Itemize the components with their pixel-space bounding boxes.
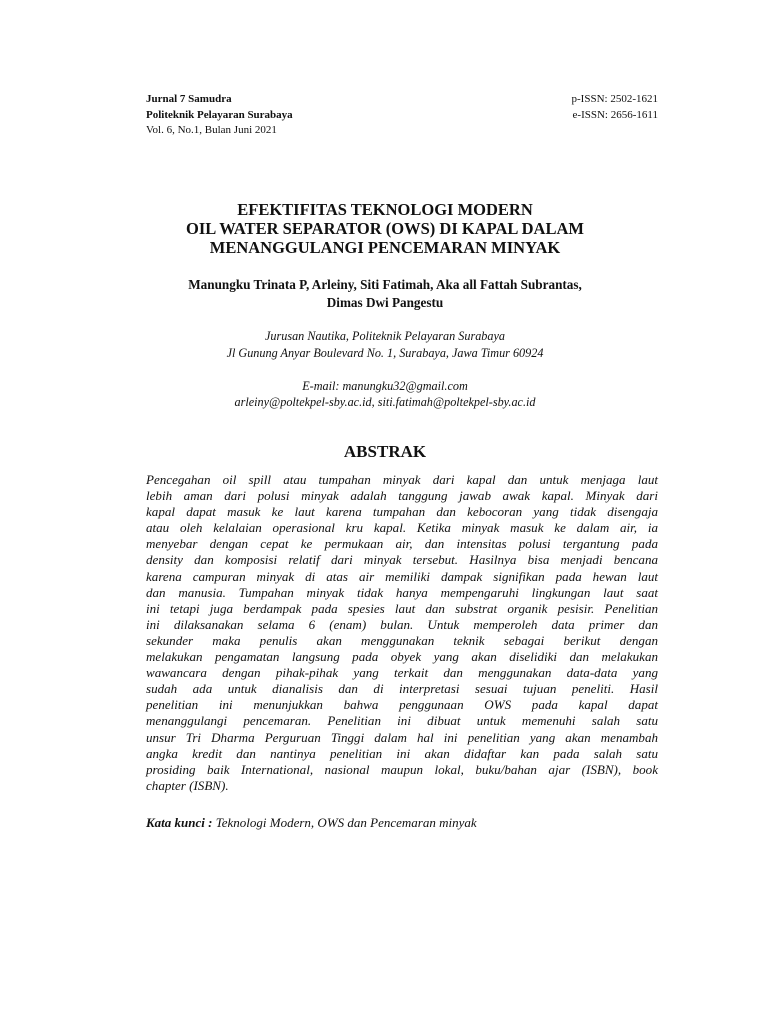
authors-line-2: Dimas Dwi Pangestu [326,295,444,310]
abstract-line: Pencegahan oil spill atau tumpahan minyak dari kapal dan untuk menjaga laut [146,472,658,487]
author-list [140,276,630,312]
abstract-body [146,472,658,794]
email-line-1: E-mail: manungku32@gmail.com [302,379,468,393]
abstract-line: sekunder maka penulis akan menggunakan teknik sebagai berikut dengan [146,632,658,648]
abstract-line: density dan komposisi relatif dari minyak tersebut. Hasilnya bisa menjadi bencana [146,552,658,568]
keywords-label: Kata kunci : [146,815,213,830]
abstract-line: kapal dapat masuk ke laut karena tumpahan dan kebocoran yang tidak disengaja [146,504,658,520]
journal-volume: Vol. 6, No.1, Bulan Juni 2021 [146,124,277,136]
affiliation [150,328,620,362]
p-issn: p-ISSN: 2502-1621 [571,93,658,105]
keywords [146,815,658,831]
abstract-line: dan manusia. Tumpahan minyak tidak hanya mempengaruhi lingkungan laut saat [146,584,658,600]
journal-institution: Politeknik Pelayaran Surabaya [146,108,293,121]
abstract-line: penelitian ini menunjukkan bahwa penggunaan OWS pada kapal dapat [146,697,658,713]
paper-title [120,200,650,257]
journal-info [146,92,293,139]
issn-info [572,92,658,123]
title-line-1: EFEKTIFITAS TEKNOLOGI MODERN [237,200,533,219]
affiliation-line-2: Jl Gunung Anyar Boulevard No. 1, Surabaya, Jawa Timur 60924 [226,346,544,360]
email-line-2: arleiny@poltekpel-sby.ac.id, siti.fatimah@poltekpel-sby.ac.id [234,395,536,409]
abstract-line: ini dilaksanakan selama 6 (enam) bulan. Untuk memperoleh data primer dan [146,616,658,632]
abstract-line: melakukan pengamatan langsung pada obyek yang akan diselidiki dan melakukan [146,649,658,665]
affiliation-line-1: Jurusan Nautika, Politeknik Pelayaran Surabaya [265,329,505,343]
abstract-line: ini tetapi juga berdampak pada spesies laut dan substrat organik pesisir. Penelitian [146,600,658,616]
authors-line-1: Manungku Trinata P, Arleiny, Siti Fatimah, Aka all Fattah Subrantas, [188,277,582,292]
keywords-text: Teknologi Modern, OWS dan Pencemaran minyak [212,815,477,830]
title-line-2: OIL WATER SEPARATOR (OWS) DI KAPAL DALAM [186,219,584,238]
abstract-line: sudah ada untuk dianalisis dan di interpretasi sesuai tujuan peneliti. Hasil [146,681,658,697]
journal-header [146,92,658,140]
abstract-line: menanggulangi pencemaran. Penelitian ini dibuat untuk memenuhi salah satu [146,713,658,729]
e-issn: e-ISSN: 2656-1611 [572,108,658,121]
contact-emails [150,378,620,410]
abstract-line: prosiding baik International, nasional maupun lokal, buku/bahan ajar (ISBN), book [146,761,658,777]
abstract-line: menyebar dengan cepat ke permukaan air, dan intensitas polusi tergantung pada [146,536,658,552]
abstract-line: atau oleh kelalaian operasional kru kapal. Ketika minyak masuk ke dalam air, ia [146,520,658,536]
abstract-line: lebih aman dari polusi minyak adalah tanggung jawab awak kapal. Minyak dari [146,488,658,504]
journal-name: Jurnal 7 Samudra [146,93,232,105]
title-line-3: MENANGGULANGI PENCEMARAN MINYAK [209,238,561,257]
abstract-line: unsur Tri Dharma Perguruan Tinggi dalam hal ini penelitian yang akan menambah [146,729,658,745]
abstract-line: chapter (ISBN). [146,777,229,793]
abstract-line: wawancara dengan pihak-pihak yang terkait dan menggunakan data-data yang [146,665,658,681]
abstract-heading: ABSTRAK [343,442,427,461]
abstract-line: angka kredit dan nantinya penelitian ini akan didaftar kan pada salah satu [146,745,658,761]
abstract-line: karena campuran minyak di atas air memiliki dampak signifikan pada hewan laut [146,568,658,584]
